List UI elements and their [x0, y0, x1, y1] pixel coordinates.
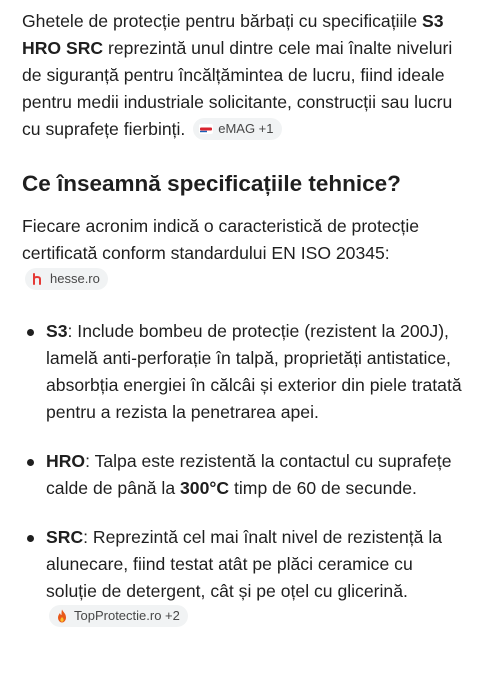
source-chip-label: TopProtectie.ro +2 — [74, 608, 180, 623]
source-chip-label: eMAG +1 — [218, 121, 274, 136]
section-paragraph — [22, 213, 465, 294]
desc-hro-after: timp de 60 de secunde. — [229, 478, 417, 498]
source-chip-topprotectie[interactable] — [49, 605, 188, 627]
spec-list — [22, 318, 465, 632]
term-hro: HRO — [46, 451, 86, 471]
intro-bold-spec: S3 HRO SRC — [22, 11, 444, 58]
desc-s3: : Include bombeu de protecție (rezistent la 200J), lamelă anti-perforație în talpă, proprietăți antistatice, absorbția energiei în călcâi și exterior din piele tratată pentru a rezista la penetrarea apei. — [46, 321, 462, 422]
section-heading: Ce înseamnă specificațiile tehnice? — [22, 171, 401, 196]
intro-paragraph — [22, 0, 465, 143]
flame-logo-icon — [55, 609, 69, 623]
term-src: SRC — [46, 527, 84, 547]
hro-temperature: 300°C — [180, 478, 230, 498]
source-chip-hesse[interactable] — [25, 268, 108, 290]
section-text: Fiecare acronim indică o caracteristică de protecție certificată conform standardului EN ISO 20345: — [22, 216, 420, 263]
list-item-hro — [22, 448, 465, 502]
hesse-logo-icon — [31, 272, 45, 286]
list-item-src — [22, 524, 465, 632]
desc-src: : Reprezintă cel mai înalt nivel de rezistență la alunecare, fiind testat atât pe plăci ceramice cu soluție de detergent, cât și pe oțel cu glicerină. — [46, 527, 443, 601]
source-chip-label: hesse.ro — [50, 271, 100, 286]
intro-text-before: Ghetele de protecție pentru bărbați cu specificațiile — [22, 11, 423, 31]
term-s3: S3 — [46, 321, 68, 341]
source-chip-emag[interactable] — [193, 118, 281, 140]
intro-text-after: reprezintă unul dintre cele mai înalte niveluri de siguranță pentru încălțămintea de lucru, fiind ideale pentru medii industriale solicitante, construcții sau lucru cu suprafețe fierbinți. — [22, 38, 453, 139]
list-item-s3 — [22, 318, 465, 426]
emag-logo-icon — [199, 122, 213, 136]
desc-hro-before: : Talpa este rezistentă la contactul cu suprafețe calde de până la — [46, 451, 452, 498]
